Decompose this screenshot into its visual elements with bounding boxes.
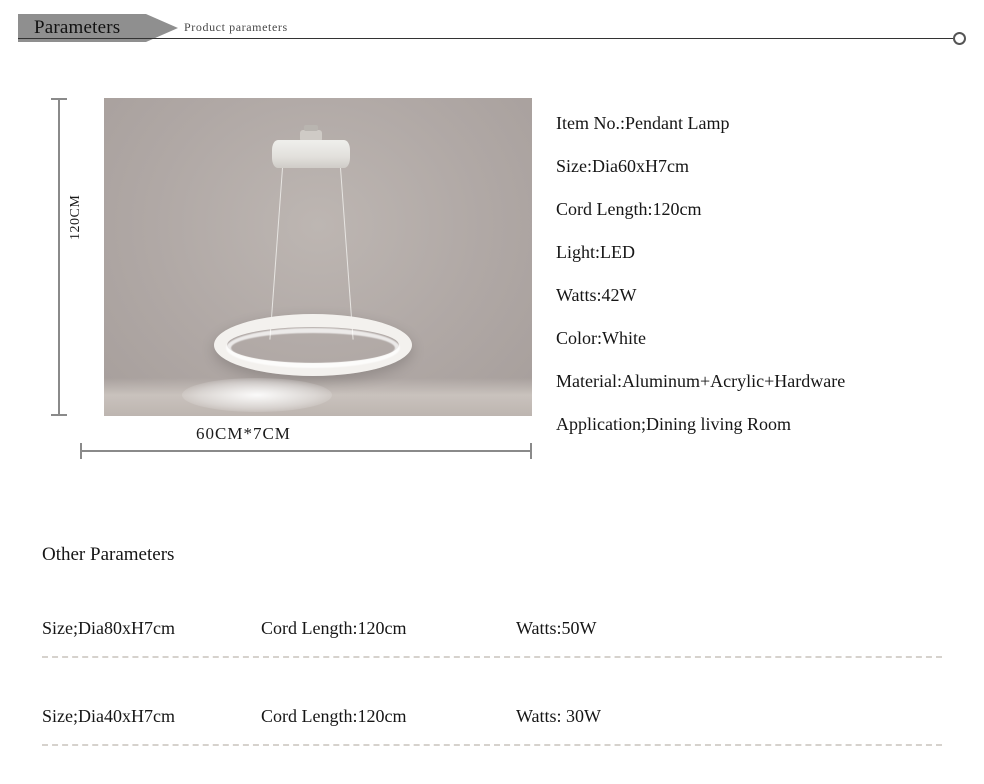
row-divider — [42, 744, 942, 746]
section-header — [18, 14, 966, 54]
vertical-dimension-line — [58, 98, 60, 416]
other-row-size: Size;Dia80xH7cm — [42, 618, 175, 638]
header-divider-line — [18, 38, 956, 39]
other-parameters-title: Other Parameters — [42, 544, 175, 565]
spec-light: Light:LED — [556, 242, 635, 262]
spec-size: Size:Dia60xH7cm — [556, 156, 689, 176]
spec-application: Application;Dining living Room — [556, 414, 791, 434]
spec-cord-length: Cord Length:120cm — [556, 199, 702, 219]
product-photo — [104, 98, 532, 416]
other-row-cord: Cord Length:120cm — [261, 618, 407, 638]
vertical-dimension-label: 120CM — [68, 194, 83, 240]
row-divider — [42, 656, 942, 658]
light-pool-glow — [182, 378, 332, 412]
spec-list — [556, 102, 976, 446]
horizontal-dimension-label: 60CM*7CM — [196, 424, 291, 443]
spec-color: Color:White — [556, 328, 646, 348]
lamp-ring-glow — [226, 328, 400, 368]
product-illustration-area — [0, 84, 984, 464]
header-endpoint-dot-icon — [953, 32, 966, 45]
horizontal-dimension-line — [80, 450, 532, 452]
spec-watts: Watts:42W — [556, 285, 637, 305]
table-row — [42, 618, 942, 664]
spec-material: Material:Aluminum+Acrylic+Hardware — [556, 371, 846, 391]
spec-item-no: Item No.:Pendant Lamp — [556, 113, 730, 133]
other-row-watts: Watts: 30W — [516, 706, 602, 726]
other-row-watts: Watts:50W — [516, 618, 597, 638]
parameters-tag-label: Parameters — [34, 17, 121, 38]
other-row-size: Size;Dia40xH7cm — [42, 706, 175, 726]
other-row-cord: Cord Length:120cm — [261, 706, 407, 726]
lamp-canopy — [272, 140, 350, 168]
header-subtitle: Product parameters — [184, 20, 288, 34]
table-row — [42, 706, 942, 752]
